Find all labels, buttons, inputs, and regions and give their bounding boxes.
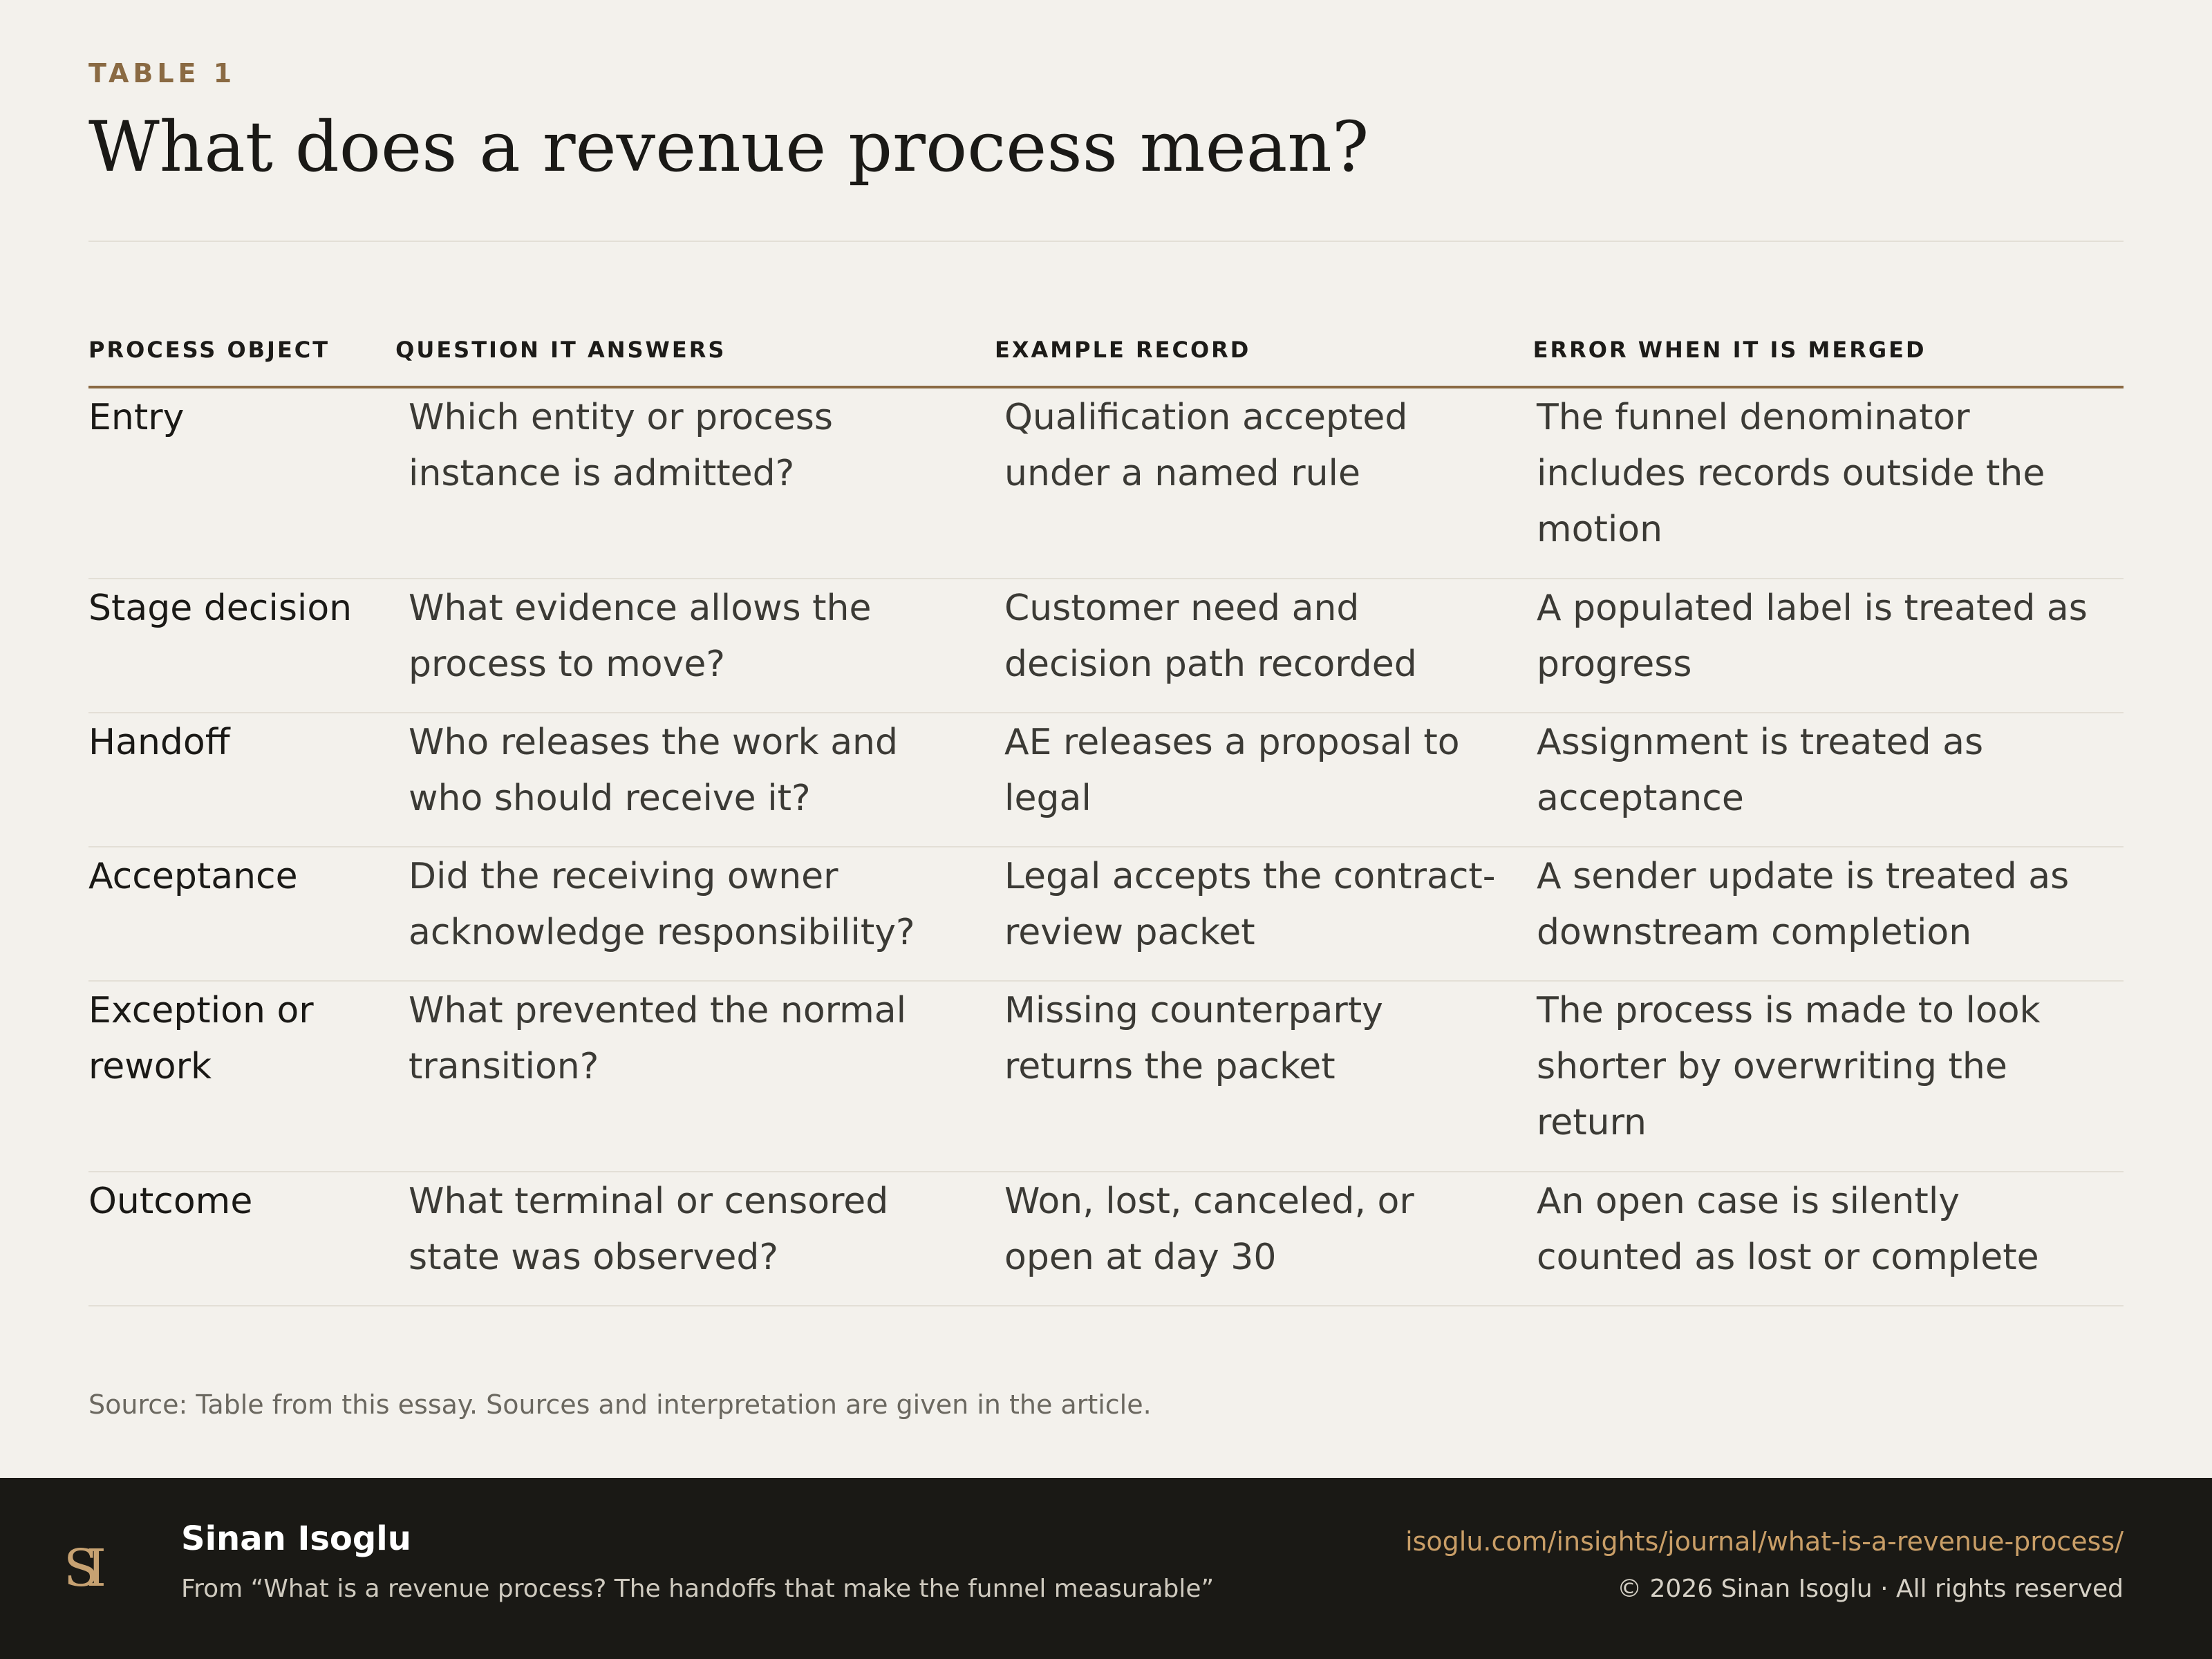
table-row	[88, 713, 2124, 847]
cell-example: Qualification accepted under a named rule	[1004, 397, 1408, 494]
cell-example: Missing counterparty returns the packet	[1004, 990, 1383, 1087]
author-name: Sinan Isoglu	[181, 1519, 411, 1558]
cell-error: A sender update is treated as downstream completion	[1537, 856, 2070, 953]
cell-error: A populated label is treated as progress	[1537, 588, 2088, 685]
cell-example: Customer need and decision path recorded	[1004, 588, 1417, 685]
cell-process-object: Entry	[88, 397, 185, 438]
cell-example: Won, lost, canceled, or open at day 30	[1004, 1181, 1414, 1278]
cell-question: Did the receiving owner acknowledge responsibility?	[409, 856, 915, 953]
cell-error: The process is made to look shorter by overwriting the return	[1537, 990, 2041, 1143]
cell-question: Who releases the work and who should receive it?	[409, 722, 899, 819]
cell-error: The funnel denominator includes records outside the motion	[1537, 397, 2045, 550]
table-header-row	[88, 332, 2124, 388]
process-table	[88, 332, 2124, 1306]
cell-question: What terminal or censored state was observed?	[409, 1181, 889, 1278]
column-header-error: ERROR WHEN IT IS MERGED	[1533, 337, 1927, 363]
cell-example: Legal accepts the contract-review packet	[1004, 856, 1496, 953]
cell-error: An open case is silently counted as lost or complete	[1537, 1181, 2039, 1278]
cell-question: Which entity or process instance is admitted?	[409, 397, 833, 494]
table-eyebrow: TABLE 1	[88, 58, 236, 88]
cell-error: Assignment is treated as acceptance	[1537, 722, 1984, 819]
table-row	[88, 579, 2124, 713]
table-row	[88, 1172, 2124, 1306]
cell-question: What evidence allows the process to move?	[409, 588, 872, 685]
cell-process-object: Handoff	[88, 722, 230, 763]
cell-process-object: Acceptance	[88, 856, 298, 897]
article-url-link[interactable]: isoglu.com/insights/journal/what-is-a-revenue-process/	[1405, 1526, 2124, 1557]
source-note: Source: Table from this essay. Sources and interpretation are given in the article.	[88, 1389, 1152, 1420]
column-header-process-object: PROCESS OBJECT	[88, 337, 330, 363]
page-title: What does a revenue process mean?	[88, 106, 1369, 187]
cell-process-object: Outcome	[88, 1181, 253, 1222]
cell-question: What prevented the normal transition?	[409, 990, 907, 1087]
column-header-question: QUESTION IT ANSWERS	[395, 337, 727, 363]
cell-process-object: Stage decision	[88, 588, 353, 629]
table-row	[88, 388, 2124, 579]
table-row	[88, 982, 2124, 1172]
cell-example: AE releases a proposal to legal	[1004, 722, 1460, 819]
author-monogram-logo: SI	[64, 1539, 94, 1598]
table-row	[88, 847, 2124, 982]
cell-process-object: Exception or rework	[88, 990, 314, 1087]
copyright: © 2026 Sinan Isoglu · All rights reserved	[1617, 1575, 2124, 1603]
column-header-example: EXAMPLE RECORD	[994, 337, 1251, 363]
article-reference: From “What is a revenue process? The handoffs that make the funnel measurable”	[181, 1575, 1215, 1603]
footer	[0, 1478, 2212, 1659]
title-divider	[88, 241, 2124, 242]
